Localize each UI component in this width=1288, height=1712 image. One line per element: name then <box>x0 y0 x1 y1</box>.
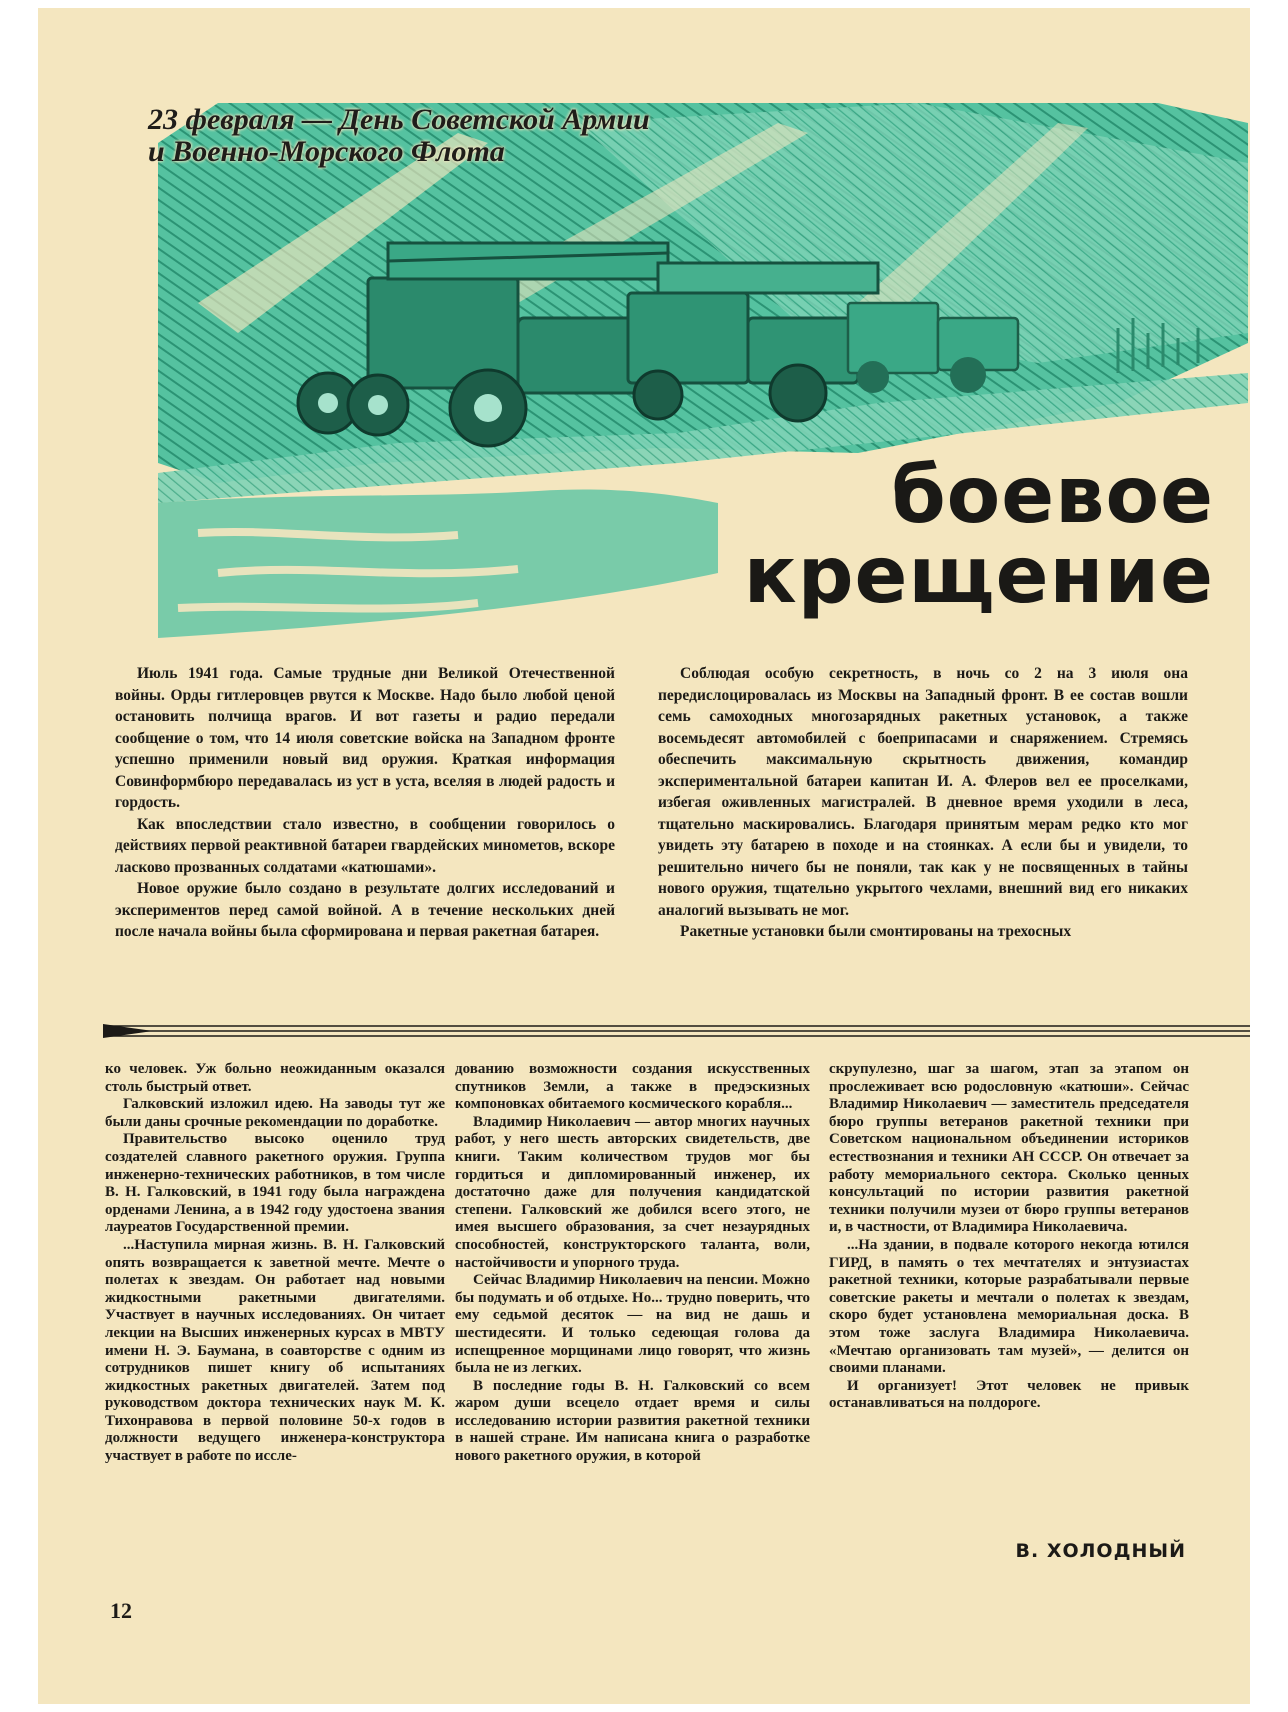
paragraph: Как впоследствии стало известно, в сообщении говорилось о действиях первой реактивной батареи гвардейских минометов, вскоре ласково прозванных солдатами «катюшами». <box>115 815 615 876</box>
continuation-column-1 <box>105 1061 445 1466</box>
tagline <box>148 104 650 168</box>
tagline-line-2: и Военно-Морского Флота <box>148 135 505 168</box>
section-divider <box>103 1023 1250 1041</box>
paragraph: Ракетные установки были смонтированы на трехосных <box>680 923 1072 940</box>
intro-column-right <box>658 663 1188 943</box>
continuation-column-3 <box>829 1061 1189 1413</box>
magazine-page <box>38 8 1250 1704</box>
paragraph: И организует! Этот человек не привык останавливаться на полдороге. <box>829 1377 1189 1412</box>
paragraph: Новое оружие было создано в результате долгих исследований и экспериментов перед самой войной. А в течение нескольких дней после начала войны была сформирована и первая ракетная батарея. <box>115 880 615 940</box>
paragraph: дованию возможности создания искусственных спутников Земли, а также в предэскизных компоновках обитаемого космического корабля... <box>455 1061 810 1113</box>
intro-column-left <box>115 663 615 943</box>
article-title <box>743 451 1214 621</box>
paragraph: скрупулезно, шаг за шагом, этап за этапом он прослеживает всю родословную «катюши». Сейчас Владимир Николаевич — заместитель председателя бюро группы ветеранов ракетной техники при Советском национальном объединении историков естествознания и техники АН СССР. Он отвечает за работу мемориального сектора. Сколько ценных консультаций по истории развития ракетной техники получили музеи от бюро группы ветеранов и, в частности, от Владимира Николаевича. <box>829 1061 1189 1236</box>
tagline-line-1: 23 февраля — День Советской Армии <box>148 103 650 136</box>
paragraph: Сейчас Владимир Николаевич на пенсии. Можно бы подумать и об отдыхе. Но... трудно поверить, что ему седьмой десяток — на вид не дашь и шестидесяти. И только седеющая голова да испещренное морщинами лицо говорят, что жизнь была не из легких. <box>455 1272 810 1377</box>
paragraph: Владимир Николаевич — автор многих научных работ, у него шесть авторских свидетельств, две книги. Таким количеством трудов мог бы гордиться и дипломированный инженер, их достаточно даже для получения кандидатской степени. Галковский же добился всего этого, не имея высшего образования, за счет незаурядных способностей, конструкторского таланта, воли, настойчивости и упорного труда. <box>455 1113 810 1271</box>
paragraph: ...На здании, в подвале которого некогда ютился ГИРД, в память о тех мечтателях и энтузиастах ракетной техники, которые разрабатывали первые советские ракеты и мечтали о полетах к звездам, скоро будет установлена мемориальная доска. В этом тоже заслуга Владимира Николаевича. «Мечтаю организовать там музей», — делится он своими планами. <box>829 1236 1189 1377</box>
paragraph: Правительство высоко оценило труд создателей славного ракетного оружия. Группа инженерно-технических работников, в том числе В. Н. Галковский, в 1941 году была награждена орденами Ленина, а в 1942 году удостоена звания лауреатов Государственной премии. <box>105 1131 445 1236</box>
continuation-column-2 <box>455 1061 810 1466</box>
title-line-1: боевое <box>891 451 1214 541</box>
paragraph: ...Наступила мирная жизнь. В. Н. Галковский опять возвращается к заветной мечте. Мечте о полетах к звездам. Он работает над новыми жидкостными ракетными двигателями. Участвует в научных исследованиях. Он читает лекции на Высших инженерных курсах в МВТУ имени Н. Э. Баумана, в соавторстве с одним из сотрудников пишет книгу об испытаниях жидкостных ракетных двигателей. Затем под руководством доктора технических наук М. К. Тихонравова в первой половине 50-х годов в должности ведущего инженера-конструктора участвует в работе по иссле- <box>105 1236 445 1465</box>
paragraph: Июль 1941 года. Самые трудные дни Великой Отечественной войны. Орды гитлеровцев рвутся к Москве. Надо было любой ценой остановить полчища врагов. И вот газеты и радио передали сообщение о том, что 14 июля советские войска на Западном фронте успешно применили новый вид оружия. Краткая информация Совинформбюро передавалась из уст в уста, вселяя в людей радость и гордость. <box>115 665 615 811</box>
paragraph: В последние годы В. Н. Галковский со всем жаром души всецело отдает время и силы исследованию истории развития ракетной техники в нашей стране. Им написана книга о разработке нового ракетного оружия, в которой <box>455 1377 810 1465</box>
paragraph: Соблюдая особую секретность, в ночь со 2 на 3 июля она передислоцировалась из Москвы на Западный фронт. В ее состав вошли семь самоходных многозарядных ракетных установок, а также восемьдесят автомобилей с боеприпасами и снаряжением. Стремясь обеспечить максимальную скрытность движения, командир экспериментальной батареи капитан И. А. Флеров вел ее проселками, избегая оживленных магистралей. В дневное время уходили в леса, тщательно маскировались. Благодаря принятым мерам редко кто мог увидеть эту батарею в походе и на стоянках. А если бы и увидели, то решительно ничего бы не поняли, так как у не посвященных в тайны нового оружия, тщательно укрытого чехлами, внешний вид его никаких аналогий вызывать не мог. <box>658 665 1188 919</box>
paragraph: Галковский изложил идею. На заводы тут же были даны срочные рекомендации по доработке. <box>105 1096 445 1130</box>
author-signature: В. ХОЛОДНЫЙ <box>1015 1540 1186 1562</box>
title-line-2: крещение <box>743 531 1214 621</box>
paragraph: ко человек. Уж больно неожиданным оказался столь быстрый ответ. <box>105 1061 445 1095</box>
page-number: 12 <box>110 1598 132 1623</box>
